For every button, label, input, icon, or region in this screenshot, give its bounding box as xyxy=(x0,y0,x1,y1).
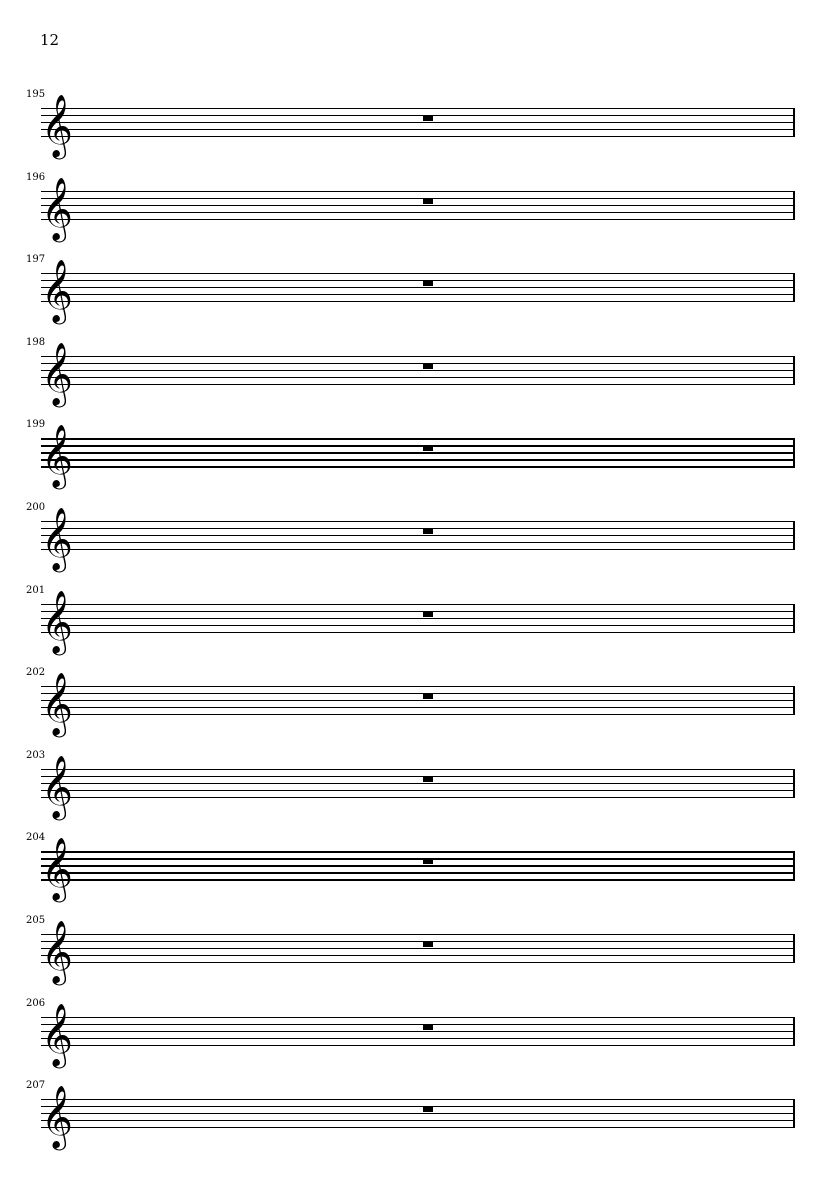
staff-line xyxy=(41,625,795,626)
staff-line xyxy=(41,219,795,220)
staff-line xyxy=(41,714,795,715)
staff-system xyxy=(0,255,835,335)
whole-rest-icon xyxy=(423,859,433,864)
staff-line xyxy=(41,962,795,963)
staff-line xyxy=(41,797,795,798)
measure-number: 197 xyxy=(26,254,46,266)
staff-line xyxy=(41,686,795,687)
staff-line xyxy=(41,1120,795,1121)
staff-line xyxy=(41,604,795,605)
measure-number: 203 xyxy=(26,749,46,761)
whole-rest-icon xyxy=(423,281,433,286)
staff-line xyxy=(41,542,795,543)
staff-line xyxy=(41,377,795,378)
whole-rest-icon xyxy=(423,942,433,947)
staff-line xyxy=(41,459,795,460)
whole-rest-icon xyxy=(423,199,433,204)
staff-line xyxy=(41,370,795,371)
staff-line xyxy=(41,955,795,956)
staff-line xyxy=(41,1099,795,1100)
measure-number: 205 xyxy=(26,915,46,926)
measure-number: 198 xyxy=(26,336,46,348)
staff-line xyxy=(41,769,795,770)
staff-line xyxy=(41,294,795,295)
treble-clef-icon: 𝄞 xyxy=(41,920,73,983)
staff-line xyxy=(41,1106,795,1107)
final-barline xyxy=(793,108,795,137)
staff-line xyxy=(41,445,795,446)
staff-line xyxy=(41,384,795,385)
measure-number: 207 xyxy=(26,1080,46,1092)
staff-line xyxy=(41,212,795,213)
staff-system xyxy=(0,668,835,748)
treble-clef-icon: 𝄞 xyxy=(41,589,73,653)
final-barline xyxy=(793,934,795,963)
measure-number: 196 xyxy=(26,171,46,183)
staff-system xyxy=(0,586,835,666)
staff-line xyxy=(41,783,795,784)
staff-line xyxy=(41,1017,795,1018)
staff-line xyxy=(41,1127,795,1128)
staff-line xyxy=(41,1113,795,1114)
staff-line xyxy=(41,776,795,777)
whole-rest-icon xyxy=(423,364,433,369)
staff-line xyxy=(41,611,795,612)
staff-line xyxy=(41,693,795,694)
staff-line xyxy=(41,790,795,791)
staff-line xyxy=(41,198,795,199)
staff-line xyxy=(41,879,795,880)
staff-line xyxy=(41,1024,795,1025)
whole-rest-icon xyxy=(423,694,433,699)
measure-number: 206 xyxy=(26,997,46,1009)
treble-clef-icon: 𝄞 xyxy=(41,259,73,323)
whole-rest-icon xyxy=(423,777,433,782)
final-barline xyxy=(793,604,795,633)
staff-line xyxy=(41,618,795,619)
staff-line xyxy=(41,191,795,192)
staff-system xyxy=(0,173,835,253)
final-barline xyxy=(793,1017,795,1046)
staff-line xyxy=(41,872,795,873)
staff-line xyxy=(41,1031,795,1032)
staff-line xyxy=(41,363,795,364)
staff-line xyxy=(41,865,795,866)
staff-line xyxy=(41,948,795,949)
staff-line xyxy=(41,549,795,550)
treble-clef-icon: 𝄞 xyxy=(41,176,73,240)
staff-system xyxy=(0,420,835,500)
staff-line xyxy=(41,934,795,935)
staff-system xyxy=(0,90,835,170)
staff-system xyxy=(0,999,835,1079)
measure-number: 204 xyxy=(26,832,46,844)
staff-line xyxy=(41,438,795,439)
measure-number: 195 xyxy=(26,89,46,100)
staff-system xyxy=(0,751,835,831)
staff-line xyxy=(41,287,795,288)
final-barline xyxy=(793,1099,795,1128)
staff-line xyxy=(41,851,795,852)
staff-line xyxy=(41,535,795,536)
staff-line xyxy=(41,129,795,130)
staff-line xyxy=(41,941,795,942)
final-barline xyxy=(793,191,795,220)
staff-line xyxy=(41,108,795,109)
staff-line xyxy=(41,115,795,116)
staff-line xyxy=(41,122,795,123)
treble-clef-icon: 𝄞 xyxy=(41,341,73,405)
treble-clef-icon: 𝄞 xyxy=(41,1085,73,1149)
treble-clef-icon: 𝄞 xyxy=(41,507,73,570)
staff-line xyxy=(41,136,795,137)
staff-system xyxy=(0,833,835,913)
staff-line xyxy=(41,273,795,274)
treble-clef-icon: 𝄞 xyxy=(41,837,73,901)
staff-line xyxy=(41,700,795,701)
final-barline xyxy=(793,273,795,302)
staff-line xyxy=(41,280,795,281)
staff-line xyxy=(41,521,795,522)
whole-rest-icon xyxy=(423,1025,433,1030)
final-barline xyxy=(793,521,795,550)
final-barline xyxy=(793,356,795,385)
staff-line xyxy=(41,1038,795,1039)
whole-rest-icon xyxy=(423,1107,433,1112)
staff-line xyxy=(41,1045,795,1046)
staff-line xyxy=(41,356,795,357)
staff-line xyxy=(41,632,795,633)
measure-number: 201 xyxy=(26,584,46,596)
treble-clef-icon: 𝄞 xyxy=(41,672,73,736)
whole-rest-icon xyxy=(423,446,433,451)
whole-rest-icon xyxy=(423,612,433,617)
staff-system xyxy=(0,1081,835,1161)
staff-line xyxy=(41,205,795,206)
staff-system xyxy=(0,916,835,996)
staff-system xyxy=(0,503,835,583)
measure-number: 202 xyxy=(26,667,46,679)
final-barline xyxy=(793,686,795,715)
staff-line xyxy=(41,452,795,453)
staff-line xyxy=(41,858,795,859)
staff-line xyxy=(41,707,795,708)
page-number: 12 xyxy=(40,31,60,49)
whole-rest-icon xyxy=(423,116,433,121)
staff-line xyxy=(41,528,795,529)
measure-number: 199 xyxy=(26,419,46,431)
staff-line xyxy=(41,301,795,302)
final-barline xyxy=(793,438,795,467)
staff-line xyxy=(41,466,795,467)
treble-clef-icon: 𝄞 xyxy=(41,94,73,157)
treble-clef-icon: 𝄞 xyxy=(41,424,73,488)
treble-clef-icon: 𝄞 xyxy=(41,754,73,818)
measure-number: 200 xyxy=(26,502,46,513)
final-barline xyxy=(793,769,795,798)
staff-system xyxy=(0,338,835,418)
final-barline xyxy=(793,851,795,880)
whole-rest-icon xyxy=(423,529,433,534)
treble-clef-icon: 𝄞 xyxy=(41,1002,73,1066)
